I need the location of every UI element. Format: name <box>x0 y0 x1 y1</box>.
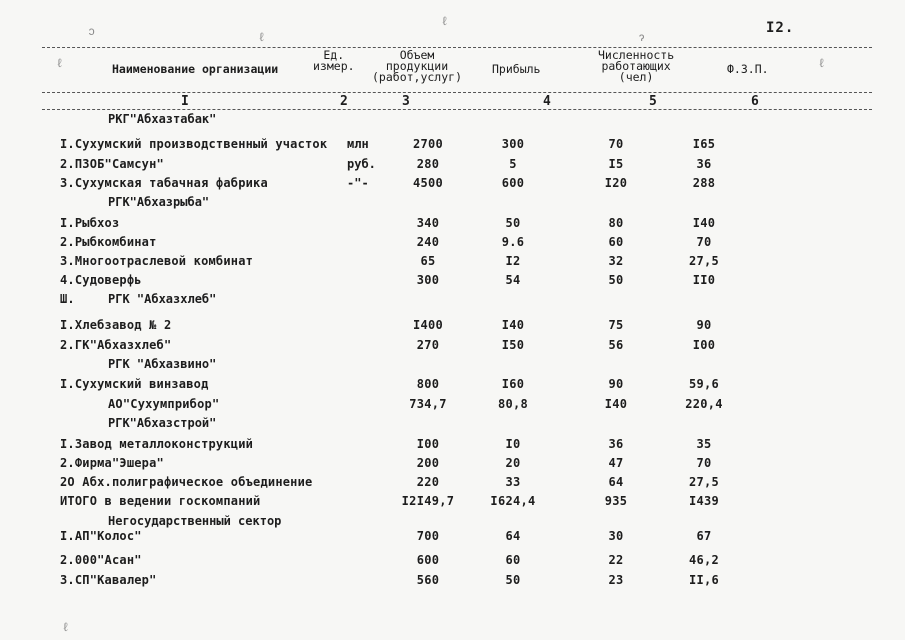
payroll-cell: II0 <box>692 273 716 287</box>
scan-mark: ↄ <box>88 24 96 38</box>
profit-cell: I50 <box>501 338 525 352</box>
scan-mark: ℓ <box>258 30 266 44</box>
organization-name: 2.Фирма"Эшера" <box>60 456 164 470</box>
scan-mark: ℓ <box>62 620 70 634</box>
organization-name: АО"Сухумприбор" <box>108 397 220 411</box>
group-heading: РГК"Абхазстрой" <box>108 416 217 430</box>
payroll-cell: 67 <box>696 529 712 543</box>
staff-cell: 32 <box>608 254 624 268</box>
volume-cell: 300 <box>416 273 440 287</box>
organization-name: 2.ПЗОБ"Самсун" <box>60 157 164 171</box>
volume-cell: 270 <box>416 338 440 352</box>
group-heading-row <box>0 112 905 130</box>
volume-cell: 4500 <box>412 176 444 190</box>
profit-cell: 50 <box>505 216 521 230</box>
payroll-cell: 59,6 <box>688 377 720 391</box>
header-name: Наименование организации <box>112 62 279 76</box>
volume-cell: 340 <box>416 216 440 230</box>
group-heading: РГК "Абхазвино" <box>108 357 217 371</box>
table-row <box>0 292 905 310</box>
volume-cell: 600 <box>416 553 440 567</box>
staff-cell: I20 <box>604 176 628 190</box>
column-number-3: 3 <box>402 94 410 109</box>
group-heading: РКГ"Абхазтабак" <box>108 112 217 126</box>
table-row <box>0 553 905 571</box>
organization-name: I.Хлебзавод № 2 <box>60 318 172 332</box>
staff-cell: 64 <box>608 475 624 489</box>
table-row <box>0 157 905 175</box>
staff-cell: 935 <box>604 494 628 508</box>
organization-name: 2.000"Асан" <box>60 553 142 567</box>
scan-mark: ℓ <box>441 14 449 28</box>
volume-cell: I00 <box>416 437 440 451</box>
payroll-cell: 35 <box>696 437 712 451</box>
payroll-cell: 46,2 <box>688 553 720 567</box>
table-row <box>0 318 905 336</box>
unit-cell: млн <box>347 137 369 151</box>
profit-cell: 33 <box>505 475 521 489</box>
organization-name: 2.ГК"Абхазхлеб" <box>60 338 172 352</box>
table-row <box>0 494 905 512</box>
profit-cell: 50 <box>505 573 521 587</box>
header-staff: Численность работающих (чел) <box>598 48 675 84</box>
table-row <box>0 216 905 234</box>
table-row <box>0 456 905 474</box>
payroll-cell: 27,5 <box>688 475 720 489</box>
unit-cell: руб. <box>347 157 376 171</box>
staff-cell: 30 <box>608 529 624 543</box>
staff-cell: 80 <box>608 216 624 230</box>
organization-name: I.Сухумский производственный участок <box>60 137 328 151</box>
staff-cell: 22 <box>608 553 624 567</box>
volume-cell: 220 <box>416 475 440 489</box>
volume-cell: I400 <box>412 318 444 332</box>
organization-name: I.АП"Колос" <box>60 529 142 543</box>
staff-cell: 90 <box>608 377 624 391</box>
column-number-5: 5 <box>649 94 657 109</box>
staff-cell: 36 <box>608 437 624 451</box>
profit-cell: 20 <box>505 456 521 470</box>
staff-cell: I40 <box>604 397 628 411</box>
column-number-6: 6 <box>751 94 759 109</box>
profit-cell: I2 <box>505 254 521 268</box>
organization-name: I.Завод металлоконструкций <box>60 437 254 451</box>
payroll-cell: I00 <box>692 338 716 352</box>
table-row <box>0 377 905 395</box>
payroll-cell: 70 <box>696 235 712 249</box>
column-number-4: 4 <box>543 94 551 109</box>
volume-cell: 560 <box>416 573 440 587</box>
table-row <box>0 338 905 356</box>
organization-name: 2.Рыбкомбинат <box>60 235 157 249</box>
unit-cell: -"- <box>347 176 369 190</box>
volume-cell: 700 <box>416 529 440 543</box>
table-row <box>0 437 905 455</box>
staff-cell: 70 <box>608 137 624 151</box>
group-heading: Негосударственный сектор <box>108 514 282 528</box>
group-heading-row <box>0 195 905 213</box>
payroll-cell: 27,5 <box>688 254 720 268</box>
scan-mark: ℓ <box>818 56 826 70</box>
header-volume: Объем продукции (работ,услуг) <box>372 48 463 84</box>
staff-cell: 47 <box>608 456 624 470</box>
payroll-cell: 36 <box>696 157 712 171</box>
profit-cell: 5 <box>509 157 517 171</box>
volume-cell: 65 <box>420 254 436 268</box>
organization-name: I.Рыбхоз <box>60 216 120 230</box>
profit-cell: I40 <box>501 318 525 332</box>
scan-mark: ℓ <box>56 56 64 70</box>
table-row <box>0 273 905 291</box>
organization-name: 3.Сухумская табачная фабрика <box>60 176 268 190</box>
staff-cell: 56 <box>608 338 624 352</box>
payroll-cell: 288 <box>692 176 716 190</box>
organization-name: I.Сухумский винзавод <box>60 377 209 391</box>
profit-cell: I0 <box>505 437 521 451</box>
profit-cell: 600 <box>501 176 525 190</box>
table-row <box>0 475 905 493</box>
profit-cell: I60 <box>501 377 525 391</box>
organization-name: 4.Судоверфь <box>60 273 142 287</box>
header-payroll: Ф.З.П. <box>727 62 769 76</box>
organization-name: 3.Многоотраслевой комбинат <box>60 254 254 268</box>
column-number-1: I <box>181 94 189 109</box>
payroll-cell: 220,4 <box>685 397 723 411</box>
staff-cell: 75 <box>608 318 624 332</box>
table-row <box>0 573 905 591</box>
group-heading: РГК"Абхазрыба" <box>108 195 210 209</box>
volume-cell: 2700 <box>412 137 444 151</box>
payroll-cell: I40 <box>692 216 716 230</box>
profit-cell: 54 <box>505 273 521 287</box>
payroll-cell: I439 <box>688 494 720 508</box>
profit-cell: I624,4 <box>490 494 536 508</box>
staff-cell: I5 <box>608 157 624 171</box>
group-heading-row <box>0 416 905 434</box>
table-row <box>0 235 905 253</box>
organization-name: ИТОГО в ведении госкомпаний <box>60 494 261 508</box>
volume-cell: 200 <box>416 456 440 470</box>
staff-cell: 23 <box>608 573 624 587</box>
profit-cell: 9.6 <box>501 235 525 249</box>
volume-cell: 734,7 <box>409 397 447 411</box>
table-row <box>0 176 905 194</box>
header-profit: Прибыль <box>492 62 541 76</box>
scan-mark: ɂ <box>638 30 646 44</box>
header-unit: Ед. измер. <box>313 48 355 73</box>
table-row <box>0 254 905 272</box>
organization-name: Ш. <box>60 292 75 306</box>
table-row <box>0 397 905 415</box>
profit-cell: 60 <box>505 553 521 567</box>
profit-cell: 300 <box>501 137 525 151</box>
table-row <box>0 137 905 155</box>
volume-cell: 800 <box>416 377 440 391</box>
profit-cell: 64 <box>505 529 521 543</box>
group-heading: РГК "Абхазхлеб" <box>108 292 217 306</box>
header-top-rule <box>42 47 872 48</box>
payroll-cell: 70 <box>696 456 712 470</box>
staff-cell: 60 <box>608 235 624 249</box>
volume-cell: 240 <box>416 235 440 249</box>
organization-name: 3.СП"Кавалер" <box>60 573 157 587</box>
column-number-rule <box>42 109 872 110</box>
payroll-cell: I65 <box>692 137 716 151</box>
organization-name: 2О Абх.полиграфическое объединение <box>60 475 313 489</box>
page-number: I2. <box>766 20 795 36</box>
group-heading-row <box>0 357 905 375</box>
table-row <box>0 529 905 547</box>
column-number-2: 2 <box>340 94 348 109</box>
payroll-cell: II,6 <box>688 573 720 587</box>
staff-cell: 50 <box>608 273 624 287</box>
payroll-cell: 90 <box>696 318 712 332</box>
volume-cell: 280 <box>416 157 440 171</box>
header-bottom-rule <box>42 92 872 93</box>
volume-cell: I2I49,7 <box>401 494 455 508</box>
profit-cell: 80,8 <box>497 397 529 411</box>
